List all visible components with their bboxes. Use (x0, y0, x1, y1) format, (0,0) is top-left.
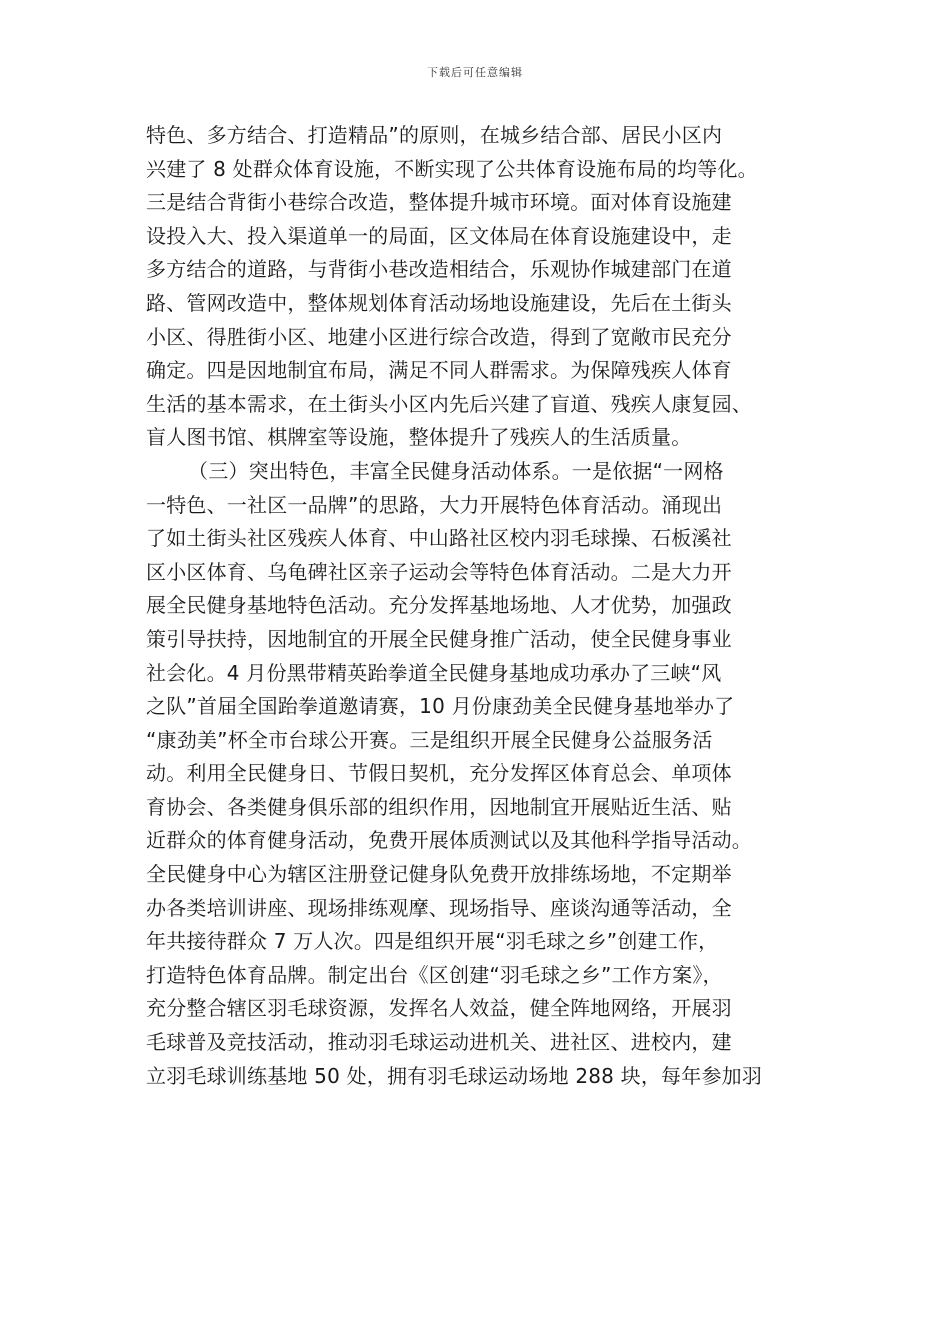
text-line: 年共接待群众 7 万人次。四是组织开展“羽毛球之乡”创建工作， (146, 929, 719, 954)
text-line: 生活的基本需求，在土街头小区内先后兴建了盲道、残疾人康复园、 (146, 391, 752, 416)
text-line: 近群众的体育健身活动，免费开展体质测试以及其他科学指导活动。 (146, 828, 752, 853)
text-line: 之队”首届全国跆拳道邀请赛，10 月份康劲美全民健身基地举办了 (146, 694, 735, 719)
paragraph-start-line: （三）突出特色，丰富全民健身活动体系。一是依据“一网格 (188, 458, 724, 483)
text-line: 了如土街头社区残疾人体育、中山路社区校内羽毛球操、石板溪社 (146, 526, 732, 551)
text-line: 策引导扶持，因地制宜的开展全民健身推广活动，使全民健身事业 (146, 626, 732, 651)
text-line: 动。利用全民健身日、节假日契机，充分发挥区体育总会、单项体 (146, 761, 732, 786)
text-line: 三是结合背街小巷综合改造，整体提升城市环境。面对体育设施建 (146, 190, 732, 215)
text-line: 设投入大、投入渠道单一的局面，区文体局在体育设施建设中，走 (146, 223, 732, 248)
text-line: 区小区体育、乌龟碑社区亲子运动会等特色体育活动。二是大力开 (146, 559, 732, 584)
text-line: 展全民健身基地特色活动。充分发挥基地场地、人才优势，加强政 (146, 593, 732, 618)
document-body (146, 119, 806, 1093)
page-header: 下载后可任意编辑 (427, 66, 523, 79)
text-line: 毛球普及竞技活动，推动羽毛球运动进机关、进社区、进校内，建 (146, 1030, 732, 1055)
text-line: 立羽毛球训练基地 50 处，拥有羽毛球运动场地 288 块，每年参加羽 (146, 1063, 763, 1088)
text-line: 社会化。4 月份黑带精英跆拳道全民健身基地成功承办了三峡“风 (146, 660, 722, 685)
text-line: 育协会、各类健身俱乐部的组织作用，因地制宜开展贴近生活、贴 (146, 794, 732, 819)
text-line: 多方结合的道路，与背街小巷改造相结合，乐观协作城建部门在道 (146, 257, 732, 282)
text-line: 打造特色体育品牌。制定出台《区创建“羽毛球之乡”工作方案》， (146, 962, 723, 987)
text-line: 全民健身中心为辖区注册登记健身队免费开放排练场地，不定期举 (146, 862, 732, 887)
text-line: 确定。四是因地制宜布局，满足不同人群需求。为保障残疾人体育 (146, 358, 732, 383)
text-line: 盲人图书馆、棋牌室等设施，整体提升了残疾人的生活质量。 (146, 425, 692, 450)
text-line: “康劲美”杯全市台球公开赛。三是组织开展全民健身公益服务活 (146, 727, 713, 752)
text-line: 兴建了 8 处群众体育设施，不断实现了公共体育设施布局的均等化。 (146, 156, 758, 181)
text-line: 充分整合辖区羽毛球资源，发挥名人效益，健全阵地网络，开展羽 (146, 996, 732, 1021)
text-line: 一特色、一社区一品牌”的思路，大力开展特色体育活动。涌现出 (146, 492, 723, 517)
text-line: 小区、得胜街小区、地建小区进行综合改造，得到了宽敞市民充分 (146, 324, 732, 349)
text-line: 路、管网改造中，整体规划体育活动场地设施建设，先后在土街头 (146, 290, 732, 315)
text-line: 特色、多方结合、打造精品”的原则，在城乡结合部、居民小区内 (146, 123, 723, 147)
text-line: 办各类培训讲座、现场排练观摩、现场指导、座谈沟通等活动，全 (146, 895, 732, 920)
